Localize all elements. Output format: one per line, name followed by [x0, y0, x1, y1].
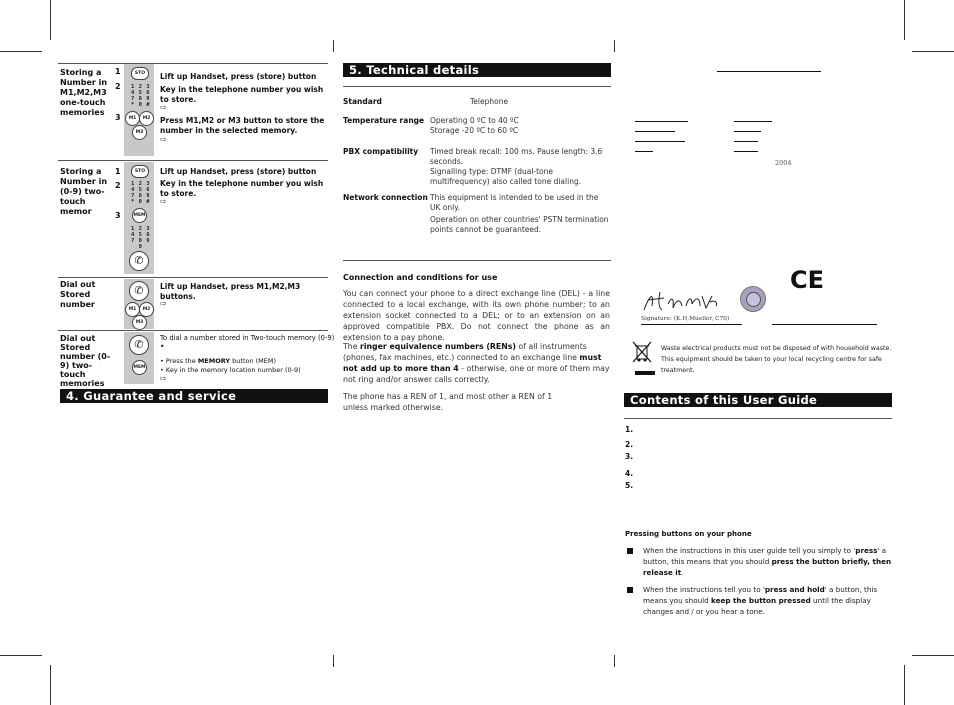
dial-step: • Key in the memory location number (0-9) [160, 366, 301, 374]
spec-key: Network connection [343, 193, 428, 202]
crop-mark [912, 655, 954, 656]
underline-field [734, 121, 772, 122]
stamp-seal-icon [740, 286, 766, 312]
icon-column [124, 64, 154, 156]
underline-field [635, 151, 653, 152]
mem-button-icon: MEM [132, 360, 147, 375]
underline-field [734, 131, 761, 132]
m3-button-icon: M3 [132, 125, 147, 140]
m2-button-icon: M2 [139, 111, 154, 126]
bullet-square [627, 548, 633, 554]
contents-number: 1. [625, 425, 634, 434]
dial-step: • Press the MEMORY button (MEM) [160, 357, 277, 365]
keypad-icon: 1 2 3 4 5 6 7 8 9 * 0 # [131, 181, 151, 205]
ren-paragraph: The ringer equivalence numbers (RENs) of all instruments (phones, fax machines, etc.) connected to an exchange line must not add up to more than 4 - otherwise, one or more of them may not ring and/or answer calls correctly. [343, 342, 610, 384]
underline-field [635, 131, 675, 132]
crop-mark [0, 51, 42, 52]
press-hold-instruction: When the instructions tell you to 'press and hold' a button, this means you should keep the button pressed until the display changes and / or you hear a tone. [643, 585, 878, 616]
icon-column [124, 332, 154, 384]
connection-title: Connection and conditions for use [343, 273, 498, 282]
section-title-guarantee: 4. Guarantee and service [60, 389, 328, 403]
storing-m-label: Storing a Number in M1,M2,M3 one-touch memories [60, 68, 108, 117]
step-number: 2 [115, 82, 121, 91]
connection-paragraph: You can connect your phone to a direct exchange line (DEL) - a line connected to a local exchange, with its own phone number; to an extension socket connected to a DEL; or to an extension on an approved compatible PBX. Do not connect the phone as an extension to a pay phone. [343, 289, 610, 342]
m1-button-icon: M1 [125, 302, 140, 317]
step-text: Lift up Handset, press (store) button [160, 72, 317, 81]
crossed-bin-icon [632, 341, 652, 363]
m3-button-icon: M3 [132, 315, 147, 330]
divider [58, 330, 328, 331]
step-text: Press M1,M2 or M3 button to store the number in the selected memory. [160, 116, 325, 135]
underline-field [772, 324, 877, 325]
bullet: • [160, 342, 165, 351]
crop-mark [0, 655, 42, 656]
storing-2t-label: Storing a Number in (0-9) two-touch memor [60, 167, 108, 216]
mem-button-icon: MEM [132, 208, 147, 223]
contents-number: 2. [625, 440, 634, 449]
spec-key: PBX compatibility [343, 147, 419, 156]
arrow-icon: ⇨ [160, 197, 167, 206]
crop-mark [614, 655, 615, 667]
crop-mark [50, 665, 51, 705]
divider [58, 277, 328, 278]
weee-text: treatment. [661, 367, 695, 374]
weee-bar [635, 371, 655, 375]
spec-key: Standard [343, 97, 382, 106]
step-number: 1 [115, 67, 121, 76]
weee-text: Waste electrical products must not be disposed of with household waste. [661, 345, 892, 352]
step-text: Lift up Handset, press (store) button [160, 167, 317, 176]
handset-icon: ✆ [129, 281, 149, 301]
underline-field [734, 151, 758, 152]
step-text: Key in the telephone number you wish to store. [160, 179, 324, 198]
spec-value: Telephone [470, 97, 509, 106]
divider [343, 260, 611, 261]
keypad-icon: 1 2 3 4 5 6 7 8 9 * 0 # [131, 84, 151, 108]
spec-value: Signalling type: DTMF (dual-tone multifrequency) also called tone dialing. [430, 167, 582, 186]
section-title-contents: Contents of this User Guide [624, 393, 892, 407]
signature-caption: Signature: (K.H,Mueller, C70) [641, 316, 730, 322]
contents-number: 5. [625, 481, 634, 490]
year: 2004 [775, 159, 792, 167]
ce-mark: CE [790, 266, 825, 294]
divider [58, 63, 328, 64]
step-text: Lift up Handset, press M1,M2,M3 buttons. [160, 282, 301, 301]
handset-icon: ✆ [129, 251, 149, 271]
keypad-icon: 1 2 3 4 5 6 7 8 9 0 [131, 226, 151, 250]
signature-image [640, 288, 720, 316]
crop-mark [904, 0, 905, 40]
crop-mark [333, 655, 334, 667]
crop-mark [904, 665, 905, 705]
bullet-square [627, 587, 633, 593]
section-title-technical: 5. Technical details [343, 63, 611, 77]
crop-mark [614, 40, 615, 52]
divider [624, 418, 892, 419]
spec-value: Operating 0 ºC to 40 ºC Storage -20 ºC to 60 ºC [430, 116, 519, 135]
underline-field [717, 71, 821, 72]
underline-field [641, 324, 742, 325]
spec-key: Temperature range [343, 116, 425, 125]
step-number: 3 [115, 211, 121, 220]
sto-button-icon: STO [131, 165, 149, 178]
contents-number: 3. [625, 452, 634, 461]
weee-text: This equipment should be taken to your local recycling centre for safe [661, 356, 882, 363]
dial-instructions: To dial a number stored in Two-touch memory (0-9) [160, 334, 335, 342]
sto-button-icon: STO [131, 67, 149, 80]
divider [58, 160, 328, 161]
step-number: 2 [115, 181, 121, 190]
crop-mark [912, 51, 954, 52]
icon-column [124, 162, 154, 274]
spec-value: Operation on other countries' PSTN termination points cannot be guaranteed. [430, 215, 609, 234]
divider [343, 86, 611, 87]
pressing-buttons-title: Pressing buttons on your phone [625, 530, 752, 538]
m2-button-icon: M2 [139, 302, 154, 317]
arrow-icon: ⇨ [160, 374, 167, 383]
arrow-icon: ⇨ [160, 135, 167, 144]
spec-value: This equipment is intended to be used in the UK only. [430, 193, 599, 212]
m1-button-icon: M1 [125, 111, 140, 126]
icon-column [124, 279, 154, 329]
step-number: 3 [115, 113, 121, 122]
crop-mark [50, 0, 51, 40]
underline-field [635, 121, 688, 122]
crop-mark [333, 40, 334, 52]
dial-2t-label: Dial out Stored number (0-9) two-touch memories [60, 334, 111, 388]
step-number: 1 [115, 167, 121, 176]
press-instruction: When the instructions in this user guide tell you simply to 'press' a button, this means that you should press the button briefly, then release it. [643, 546, 892, 577]
contents-number: 4. [625, 469, 634, 478]
underline-field [734, 141, 758, 142]
arrow-icon: ⇨ [160, 103, 167, 112]
underline-field [635, 141, 685, 142]
spec-value: Timed break recall: 100 ms. Pause length: 3.6 seconds. [430, 147, 603, 166]
arrow-icon: ⇨ [160, 299, 167, 308]
dial-stored-label: Dial out Stored number [60, 280, 96, 309]
handset-icon: ✆ [129, 335, 149, 355]
ren-note: The phone has a REN of 1, and most other a REN of 1 unless marked otherwise. [343, 392, 553, 412]
step-text: Key in the telephone number you wish to store. [160, 85, 324, 104]
